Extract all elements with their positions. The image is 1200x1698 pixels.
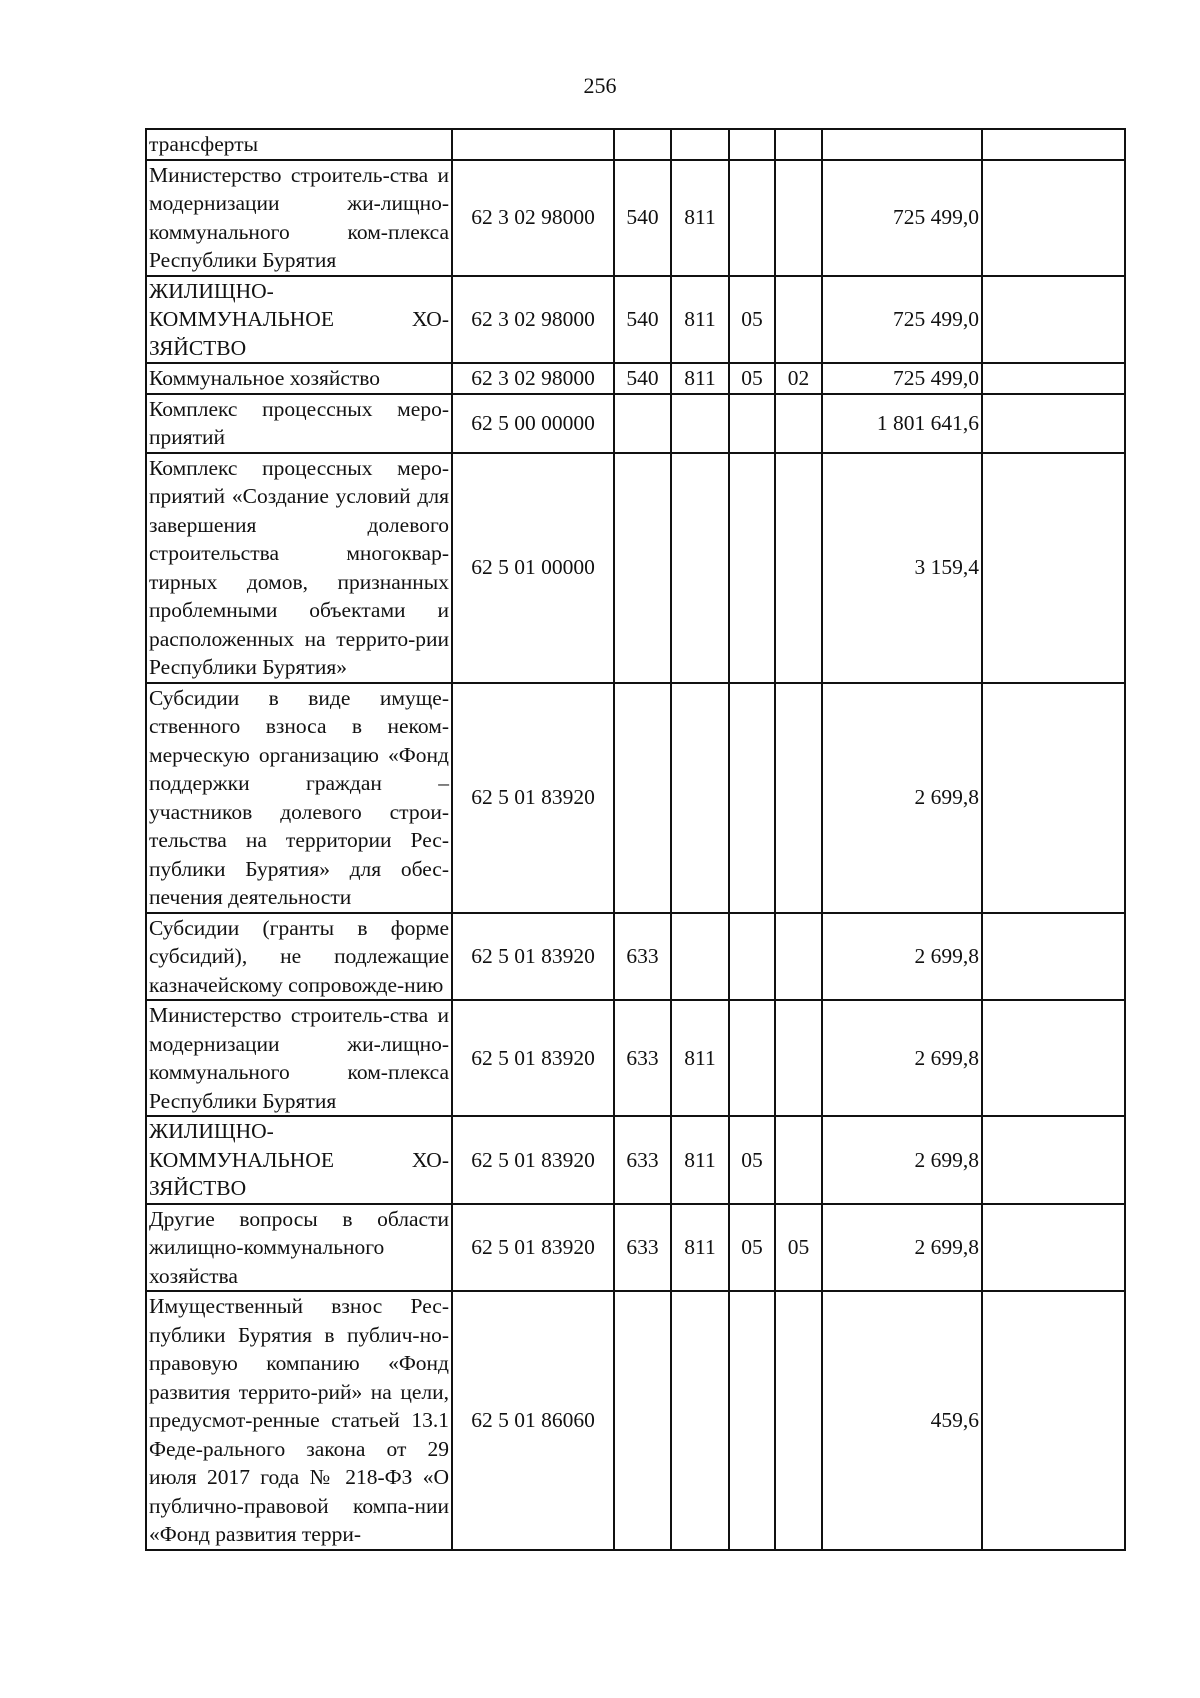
table-row	[146, 1204, 1125, 1292]
extra-cell	[982, 129, 1125, 160]
section-code-cell	[729, 913, 775, 1001]
target-article-code-cell: 62 5 00 00000	[452, 394, 614, 453]
row-name-cell: ЖИЛИЩНО-КОММУНАЛЬНОЕ ХО-ЗЯЙСТВО	[146, 276, 452, 364]
table-row	[146, 160, 1125, 276]
target-article-code-cell: 62 5 01 83920	[452, 913, 614, 1001]
table-body	[146, 129, 1125, 1550]
target-article-code-cell: 62 5 01 83920	[452, 1204, 614, 1292]
row-name-cell: Коммунальное хозяйство	[146, 363, 452, 394]
section-code-cell: 05	[729, 276, 775, 364]
row-name-cell: Министерство строитель-ства и модернизации жи-лищно-коммунального ком-плекса Республики Бурятия	[146, 160, 452, 276]
section-code-cell	[729, 453, 775, 683]
subsection-code-cell: 05	[775, 1204, 822, 1292]
ministry-code-cell: 811	[671, 160, 729, 276]
extra-cell	[982, 683, 1125, 913]
row-name-cell: Субсидии в виде имуще-ственного взноса в неком-мерческую организацию «Фонд поддержки граждан – участников долевого строи-тельства на территории Рес-публики Бурятия» для обес-печения деятельности	[146, 683, 452, 913]
expense-type-cell	[614, 1291, 671, 1550]
expense-type-cell: 633	[614, 913, 671, 1001]
amount-cell	[822, 129, 982, 160]
row-name-cell: Комплекс процессных меро-приятий «Создание условий для завершения долевого строительства многоквар-тирных домов, признанных проблемными объектами и расположенных на террито-рии Республики Бурятия»	[146, 453, 452, 683]
extra-cell	[982, 1116, 1125, 1204]
extra-cell	[982, 1204, 1125, 1292]
target-article-code-cell: 62 5 01 83920	[452, 1000, 614, 1116]
ministry-code-cell: 811	[671, 363, 729, 394]
amount-cell: 2 699,8	[822, 1204, 982, 1292]
amount-cell: 2 699,8	[822, 683, 982, 913]
table-row	[146, 1000, 1125, 1116]
ministry-code-cell	[671, 394, 729, 453]
budget-table	[145, 128, 1126, 1551]
section-code-cell: 05	[729, 1116, 775, 1204]
row-name-cell: трансферты	[146, 129, 452, 160]
subsection-code-cell	[775, 683, 822, 913]
section-code-cell	[729, 1000, 775, 1116]
expense-type-cell	[614, 683, 671, 913]
target-article-code-cell: 62 5 01 00000	[452, 453, 614, 683]
table-row	[146, 394, 1125, 453]
amount-cell: 2 699,8	[822, 913, 982, 1001]
section-code-cell: 05	[729, 363, 775, 394]
table-row	[146, 453, 1125, 683]
subsection-code-cell	[775, 394, 822, 453]
expense-type-cell: 633	[614, 1116, 671, 1204]
extra-cell	[982, 363, 1125, 394]
expense-type-cell	[614, 129, 671, 160]
target-article-code-cell: 62 3 02 98000	[452, 276, 614, 364]
amount-cell: 3 159,4	[822, 453, 982, 683]
ministry-code-cell	[671, 453, 729, 683]
table-row	[146, 913, 1125, 1001]
row-name-cell: Субсидии (гранты в форме субсидий), не подлежащие казначейскому сопровожде-нию	[146, 913, 452, 1001]
ministry-code-cell	[671, 1291, 729, 1550]
ministry-code-cell	[671, 129, 729, 160]
subsection-code-cell: 02	[775, 363, 822, 394]
subsection-code-cell	[775, 129, 822, 160]
amount-cell: 2 699,8	[822, 1000, 982, 1116]
row-name-cell: Министерство строитель-ства и модернизации жи-лищно-коммунального ком-плекса Республики Бурятия	[146, 1000, 452, 1116]
section-code-cell: 05	[729, 1204, 775, 1292]
expense-type-cell: 540	[614, 276, 671, 364]
extra-cell	[982, 913, 1125, 1001]
subsection-code-cell	[775, 1116, 822, 1204]
table-row	[146, 1116, 1125, 1204]
target-article-code-cell: 62 5 01 86060	[452, 1291, 614, 1550]
expense-type-cell	[614, 394, 671, 453]
subsection-code-cell	[775, 276, 822, 364]
page-number: 256	[583, 73, 617, 98]
expense-type-cell: 540	[614, 363, 671, 394]
extra-cell	[982, 453, 1125, 683]
subsection-code-cell	[775, 160, 822, 276]
amount-cell: 459,6	[822, 1291, 982, 1550]
amount-cell: 1 801 641,6	[822, 394, 982, 453]
ministry-code-cell: 811	[671, 1116, 729, 1204]
table-row	[146, 1291, 1125, 1550]
table-row	[146, 129, 1125, 160]
table-row	[146, 363, 1125, 394]
extra-cell	[982, 160, 1125, 276]
expense-type-cell: 633	[614, 1000, 671, 1116]
expense-type-cell	[614, 453, 671, 683]
target-article-code-cell: 62 3 02 98000	[452, 363, 614, 394]
subsection-code-cell	[775, 1000, 822, 1116]
ministry-code-cell: 811	[671, 1000, 729, 1116]
extra-cell	[982, 276, 1125, 364]
amount-cell: 2 699,8	[822, 1116, 982, 1204]
target-article-code-cell: 62 5 01 83920	[452, 683, 614, 913]
subsection-code-cell	[775, 1291, 822, 1550]
extra-cell	[982, 1000, 1125, 1116]
subsection-code-cell	[775, 453, 822, 683]
section-code-cell	[729, 1291, 775, 1550]
section-code-cell	[729, 394, 775, 453]
target-article-code-cell: 62 3 02 98000	[452, 160, 614, 276]
ministry-code-cell: 811	[671, 276, 729, 364]
amount-cell: 725 499,0	[822, 160, 982, 276]
table-row	[146, 276, 1125, 364]
row-name-cell: ЖИЛИЩНО-КОММУНАЛЬНОЕ ХО-ЗЯЙСТВО	[146, 1116, 452, 1204]
ministry-code-cell	[671, 913, 729, 1001]
extra-cell	[982, 394, 1125, 453]
expense-type-cell: 540	[614, 160, 671, 276]
section-code-cell	[729, 129, 775, 160]
row-name-cell: Имущественный взнос Рес-публики Бурятия в публич-но-правовую компанию «Фонд развития террито-рий» на цели, предусмот-ренные статьей 13.1 Феде-рального закона от 29 июля 2017 года № 218-ФЗ «О публично-правовой компа-нии «Фонд развития терри-	[146, 1291, 452, 1550]
ministry-code-cell: 811	[671, 1204, 729, 1292]
target-article-code-cell	[452, 129, 614, 160]
subsection-code-cell	[775, 913, 822, 1001]
amount-cell: 725 499,0	[822, 363, 982, 394]
target-article-code-cell: 62 5 01 83920	[452, 1116, 614, 1204]
ministry-code-cell	[671, 683, 729, 913]
section-code-cell	[729, 683, 775, 913]
table-row	[146, 683, 1125, 913]
amount-cell: 725 499,0	[822, 276, 982, 364]
extra-cell	[982, 1291, 1125, 1550]
row-name-cell: Другие вопросы в области жилищно-коммунального хозяйства	[146, 1204, 452, 1292]
expense-type-cell: 633	[614, 1204, 671, 1292]
section-code-cell	[729, 160, 775, 276]
row-name-cell: Комплекс процессных меро-приятий	[146, 394, 452, 453]
